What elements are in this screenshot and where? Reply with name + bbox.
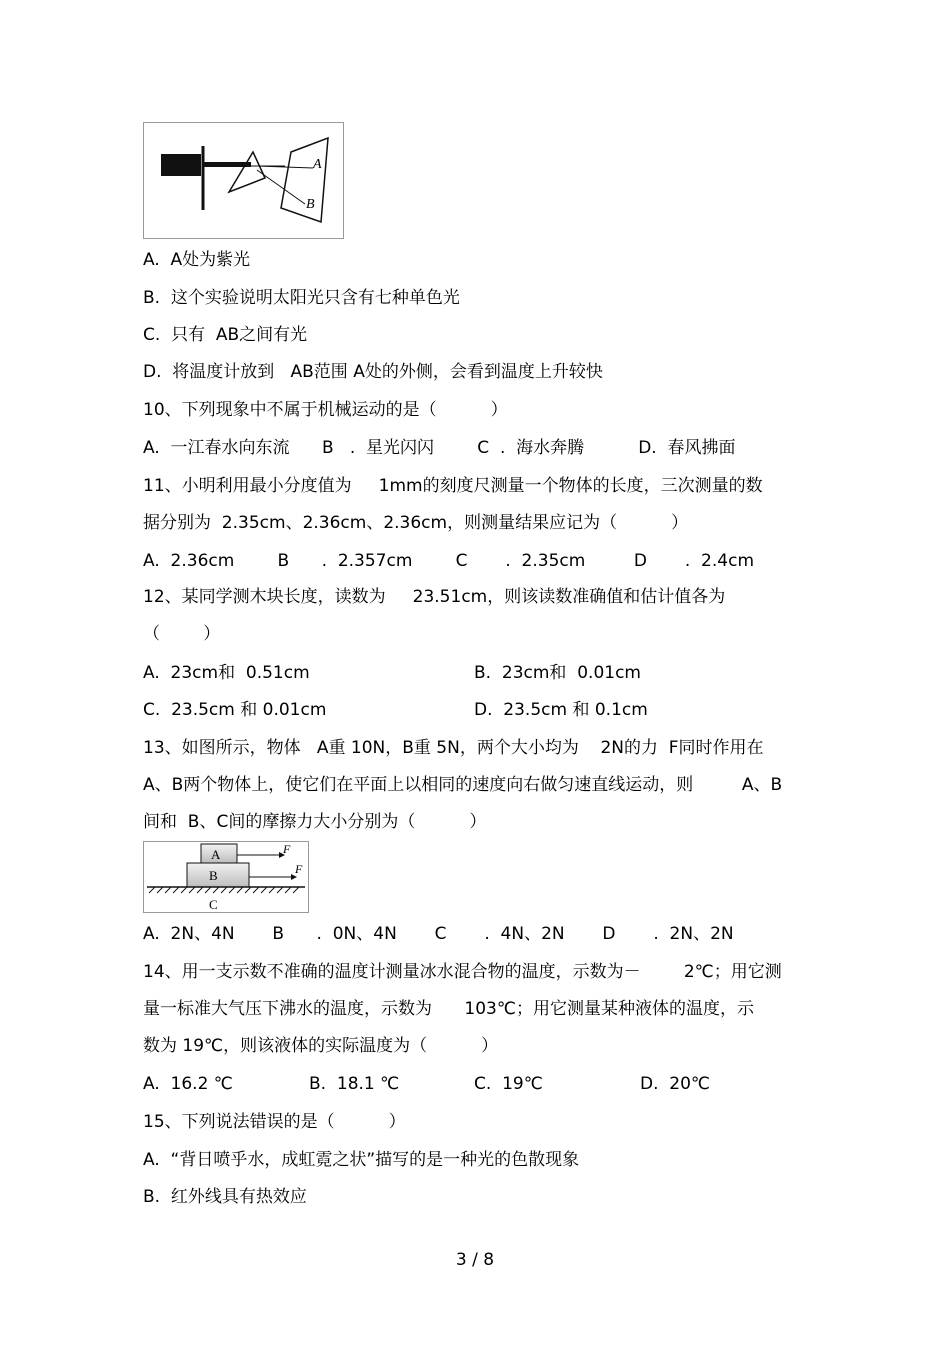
prism-dispersion-figure xyxy=(143,122,344,239)
q14-option-d: D. 20℃ xyxy=(640,1074,711,1094)
q10-options: A. 一江春水向东流 B . 星光闪闪 C . 海水奔腾 D. 春风拂面 xyxy=(143,438,736,458)
page-number: 3 / 8 xyxy=(455,1250,495,1270)
q11-stem-line1: 11、小明利用最小分度值为 1mm的刻度尺测量一个物体的长度，三次测量的数 xyxy=(143,476,763,496)
q12-option-c: C. 23.5cm 和 0.01cm xyxy=(143,700,327,720)
q12-option-b: B. 23cm和 0.01cm xyxy=(474,663,641,683)
q11-options: A. 2.36cm B . 2.357cm C . 2.35cm D . 2.4cm xyxy=(143,551,755,571)
ground-c-label: C xyxy=(209,897,218,912)
q9-option-c: C. 只有 AB之间有光 xyxy=(143,325,308,345)
q13-stem-line2: A、B两个物体上，使它们在平面上以相同的速度向右做匀速直线运动，则 A、B xyxy=(143,775,783,795)
block-b-label: B xyxy=(209,868,218,883)
q13-stem-line3: 间和 B、C间的摩擦力大小分别为（ ） xyxy=(143,812,487,832)
q15-option-a: A. “背日喷乎水，成虹霓之状”描写的是一种光的色散现象 xyxy=(143,1150,580,1170)
q13-options: A. 2N、4N B . 0N、4N C . 4N、2N D . 2N、2N xyxy=(143,924,734,944)
block-a-label: A xyxy=(211,847,221,862)
q9-option-a: A. A处为紫光 xyxy=(143,250,251,270)
q12-option-a: A. 23cm和 0.51cm xyxy=(143,663,310,683)
label-a: A xyxy=(313,157,322,172)
force-f1-label: F xyxy=(283,842,291,856)
q14-option-c: C. 19℃ xyxy=(474,1074,543,1094)
q14-stem-line1: 14、用一支示数不准确的温度计测量冰水混合物的温度，示数为－ 2℃；用它测 xyxy=(143,962,782,982)
q14-stem-line2: 量一标准大气压下沸水的温度，示数为 103℃；用它测量某种液体的温度，示 xyxy=(143,999,754,1019)
q9-option-b: B. 这个实验说明太阳光只含有七种单色光 xyxy=(143,288,460,308)
q10-stem: 10、下列现象中不属于机械运动的是（ ） xyxy=(143,400,508,420)
q9-option-d: D. 将温度计放到 AB范围 A处的外侧，会看到温度上升较快 xyxy=(143,362,603,382)
q12-option-d: D. 23.5cm 和 0.1cm xyxy=(474,700,648,720)
q15-option-b: B. 红外线具有热效应 xyxy=(143,1187,307,1207)
q15-stem: 15、下列说法错误的是（ ） xyxy=(143,1112,406,1132)
q13-stem-line1: 13、如图所示，物体 A重 10N，B重 5N，两个大小均为 2N的力 F同时作用在 xyxy=(143,738,764,758)
q12-stem-line2: （ ） xyxy=(143,624,221,644)
q11-stem-line2: 据分别为 2.35cm、2.36cm、2.36cm，则测量结果应记为（ ） xyxy=(143,513,689,533)
blocks-figure xyxy=(143,841,309,913)
force-f2-label: F xyxy=(295,862,303,876)
q14-option-a: A. 16.2 ℃ xyxy=(143,1074,233,1094)
label-b: B xyxy=(306,197,315,212)
q12-stem-line1: 12、某同学测木块长度，读数为 23.51cm，则该读数准确值和估计值各为 xyxy=(143,587,726,607)
q14-stem-line3: 数为 19℃，则该液体的实际温度为（ ） xyxy=(143,1036,499,1056)
q14-option-b: B. 18.1 ℃ xyxy=(309,1074,400,1094)
